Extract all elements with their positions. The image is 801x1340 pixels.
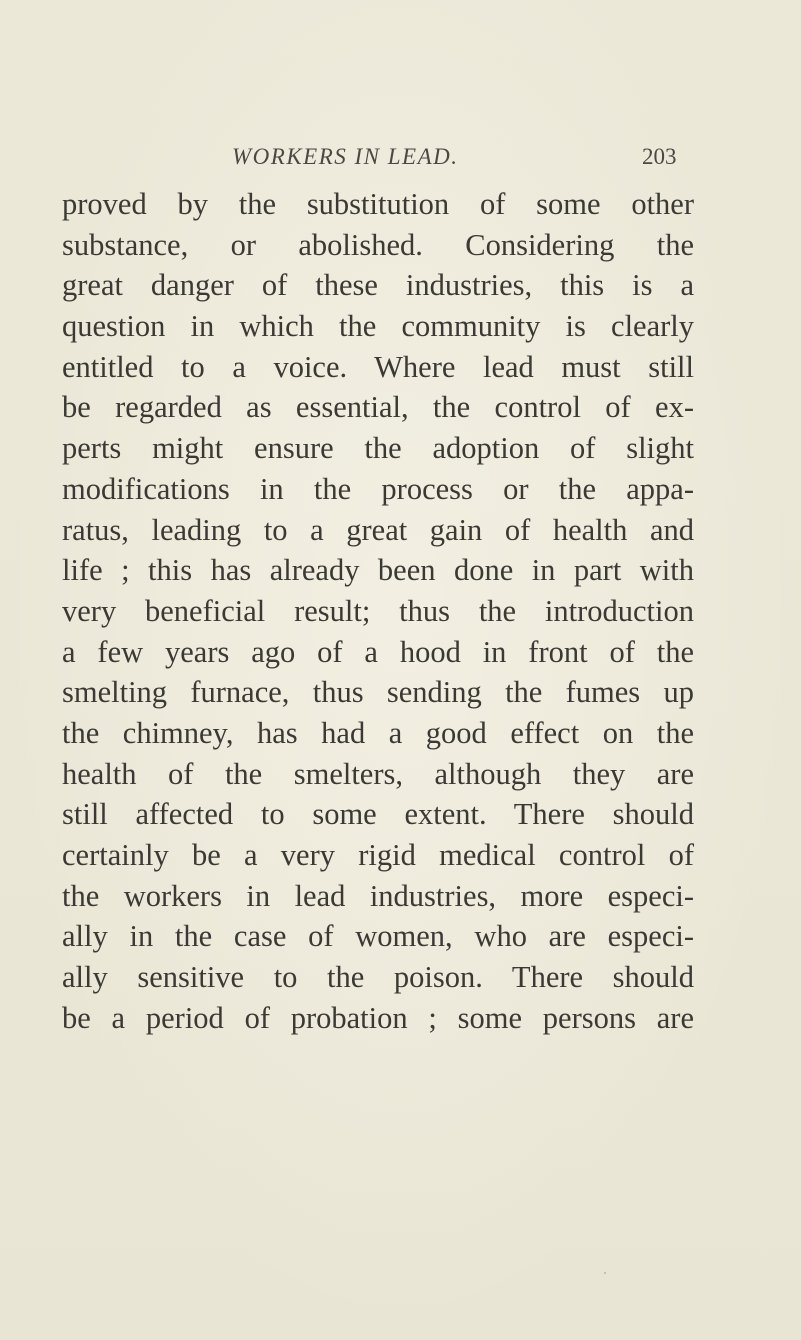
- body-text: [62, 184, 694, 1038]
- page-number: 203: [642, 144, 677, 169]
- text-line: still affected to some extent. There should: [62, 797, 694, 832]
- running-head: [0, 144, 801, 174]
- text-line: proved by the substitution of some other: [62, 187, 694, 221]
- text-line: very beneficial result; thus the introduction: [62, 593, 694, 628]
- text-line: be a period of probation ; some persons are: [62, 1000, 694, 1035]
- text-line: great danger of these industries, this is a: [62, 268, 694, 303]
- text-line: ratus, leading to a great gain of health and: [62, 512, 694, 547]
- text-line: substance, or abolished. Considering the: [62, 227, 694, 262]
- paper-speck: [604, 1272, 606, 1274]
- text-line: be regarded as essential, the control of ex-: [62, 390, 694, 425]
- text-line: life ; this has already been done in part with: [62, 553, 694, 588]
- text-line: ally sensitive to the poison. There should: [62, 960, 694, 995]
- text-line: ally in the case of women, who are especi-: [62, 919, 694, 954]
- text-line: a few years ago of a hood in front of the: [62, 634, 694, 669]
- text-line: modifications in the process or the appa-: [62, 471, 694, 506]
- text-line: entitled to a voice. Where lead must still: [62, 349, 694, 384]
- text-line: perts might ensure the adoption of slight: [62, 431, 694, 466]
- running-title: WORKERS IN LEAD.: [232, 144, 459, 169]
- text-line: the chimney, has had a good effect on the: [62, 715, 694, 750]
- text-line: the workers in lead industries, more especi-: [62, 878, 694, 913]
- text-line: certainly be a very rigid medical control of: [62, 838, 694, 872]
- text-line: health of the smelters, although they are: [62, 756, 694, 791]
- text-line: smelting furnace, thus sending the fumes up: [62, 675, 694, 710]
- text-line: question in which the community is clearly: [62, 309, 694, 344]
